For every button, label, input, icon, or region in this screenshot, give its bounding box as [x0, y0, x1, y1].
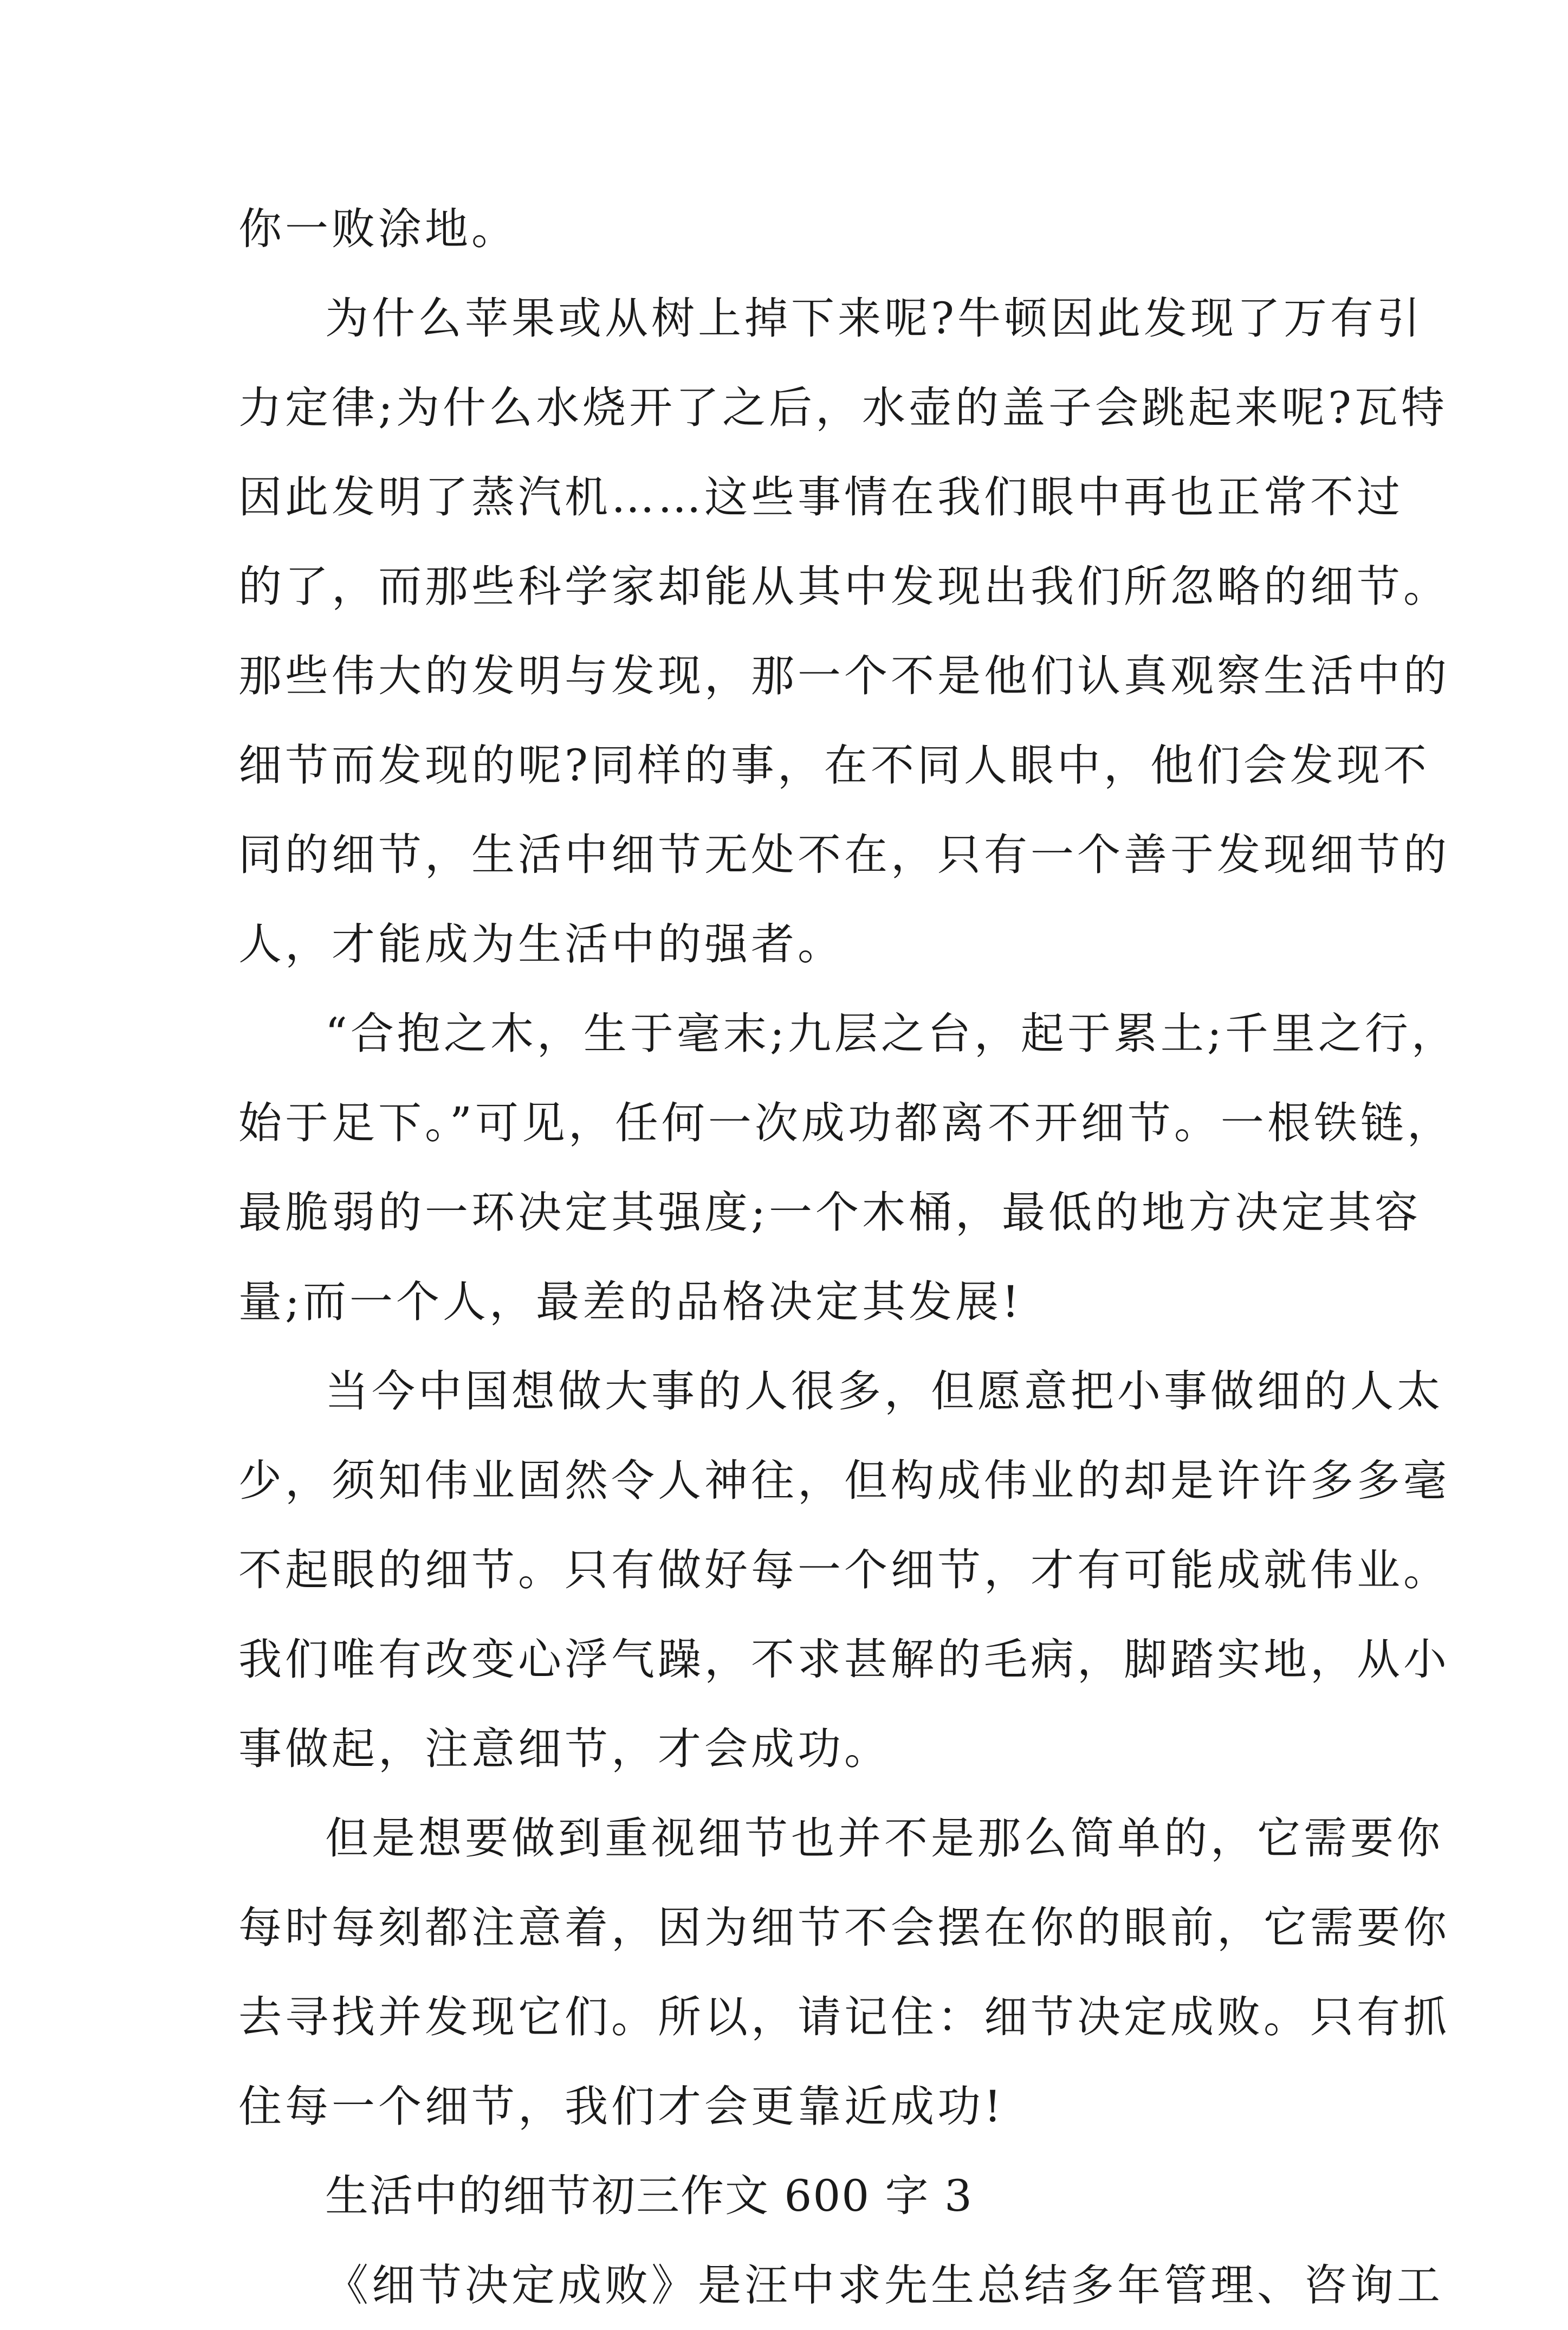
text-line-22: 住每一个细节，我们才会更靠近成功!: [238, 2081, 1005, 2132]
text-line-13: 量;而一个人，最差的品格决定其发展!: [238, 1277, 1023, 1327]
text-line-5: 的了，而那些科学家却能从其中发现出我们所忽略的细节。: [238, 561, 1450, 612]
text-line-17: 我们唯有改变心浮气躁，不求甚解的毛病，脚踏实地，从小: [238, 1634, 1450, 1685]
text-line-24: 《细节决定成败》是汪中求先生总结多年管理、咨询工: [325, 2260, 1443, 2310]
text-line-4: 因此发明了蒸汽机……这些事情在我们眼中再也正常不过: [238, 472, 1403, 522]
text-line-21: 去寻找并发现它们。所以，请记住：细节决定成败。只有抓: [238, 1992, 1450, 2042]
document-body: [238, 184, 1458, 2330]
text-line-20: 每时每刻都注意着，因为细节不会摆在你的眼前，它需要你: [238, 1902, 1450, 1953]
text-line-12: 最脆弱的一环决定其强度;一个木桶，最低的地方决定其容: [238, 1187, 1421, 1238]
section-heading: 生活中的细节初三作文 600 字 3: [325, 2171, 973, 2221]
text-line-19: 但是想要做到重视细节也并不是那么简单的，它需要你: [325, 1813, 1443, 1863]
text-line-10: “合抱之木，生于毫末;九层之台，起于累土;千里之行，: [325, 1008, 1458, 1059]
text-line-3: 力定律;为什么水烧开了之后，水壶的盖子会跳起来呢?瓦特: [238, 383, 1448, 433]
text-line-8: 同的细节，生活中细节无处不在，只有一个善于发现细节的: [238, 830, 1450, 880]
text-line-16: 不起眼的细节。只有做好每一个细节，才有可能成就伟业。: [238, 1545, 1450, 1595]
text-line-11: 始于足下。”可见，任何一次成功都离不开细节。一根铁链，: [238, 1098, 1454, 1148]
text-line-15: 少，须知伟业固然令人神往，但构成伟业的却是许许多多毫: [238, 1455, 1450, 1506]
text-line-2: 为什么苹果或从树上掉下来呢?牛顿因此发现了万有引: [325, 293, 1423, 344]
text-line-6: 那些伟大的发明与发现，那一个不是他们认真观察生活中的: [238, 651, 1450, 701]
text-line-9: 人，才能成为生活中的强者。: [238, 919, 844, 969]
text-line-1: 你一败涂地。: [238, 204, 518, 254]
text-line-7: 细节而发现的呢?同样的事，在不同人眼中，他们会发现不: [238, 740, 1430, 791]
text-line-18: 事做起，注意细节，才会成功。: [238, 1724, 891, 1774]
text-line-14: 当今中国想做大事的人很多，但愿意把小事做细的人太: [325, 1366, 1443, 1416]
